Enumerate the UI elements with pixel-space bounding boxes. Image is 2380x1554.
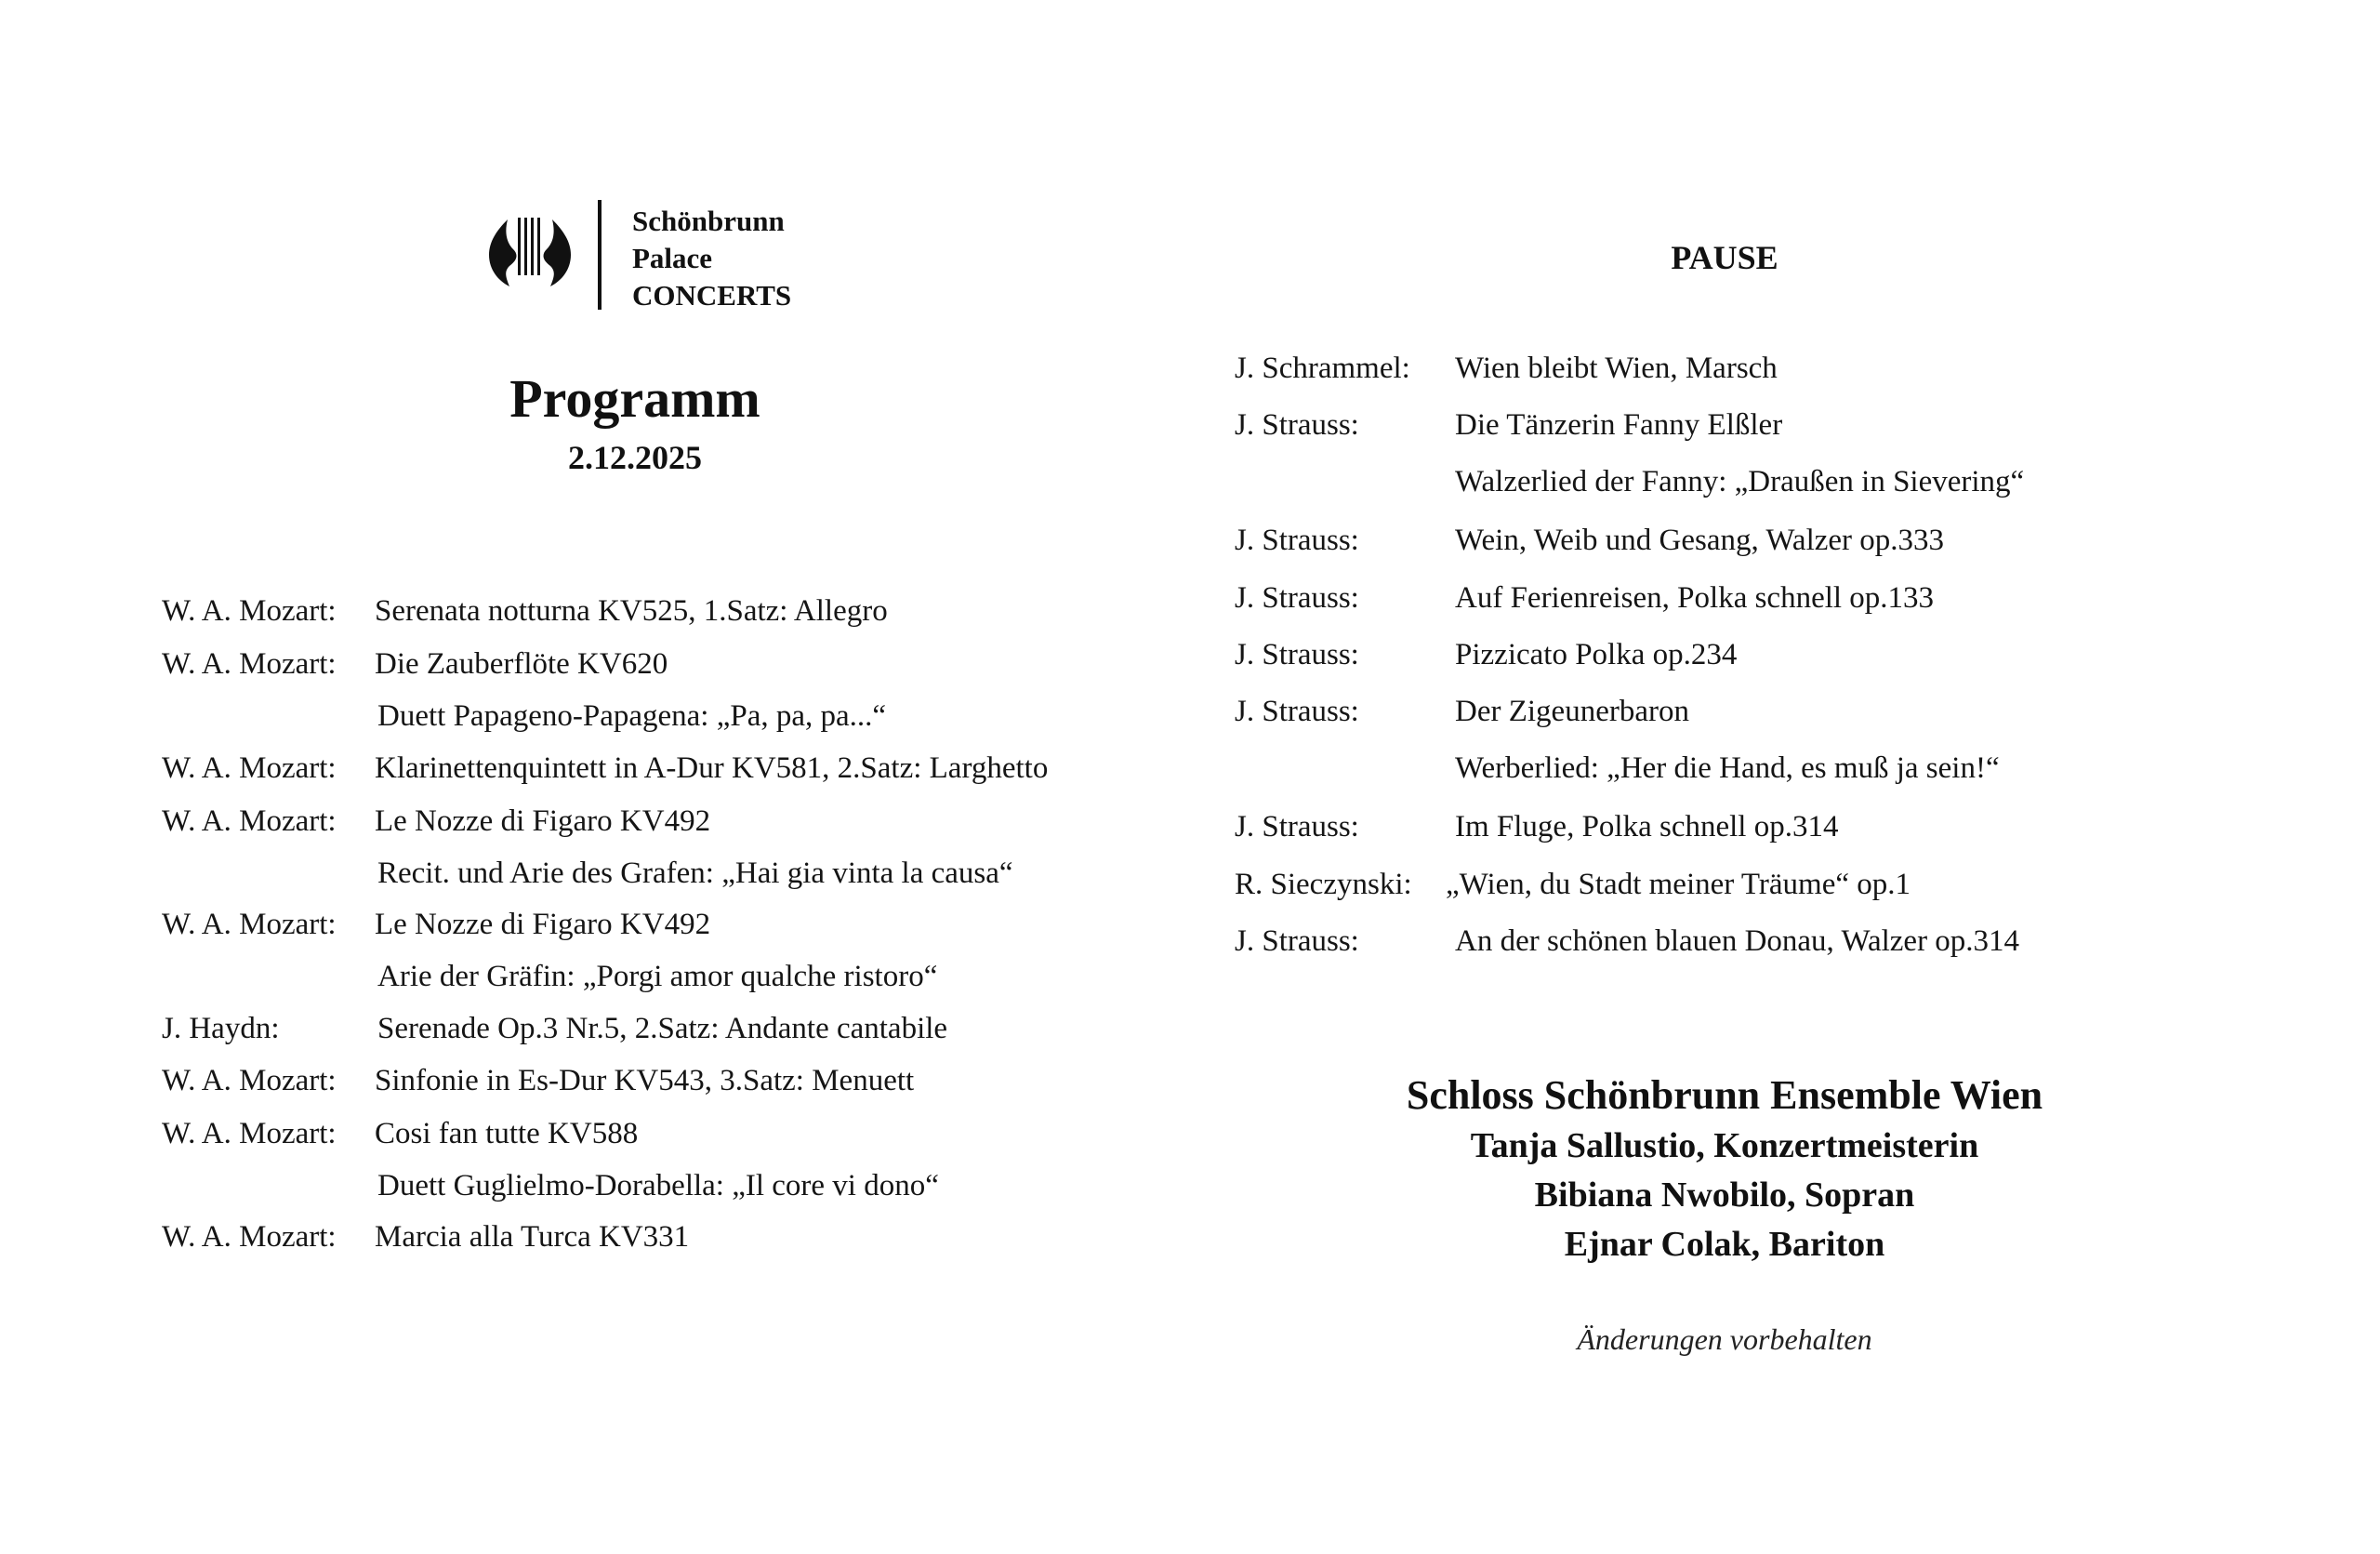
work-title: Wien bleibt Wien, Marsch xyxy=(1455,352,1778,385)
work-title: Recit. und Arie des Grafen: „Hai gia vinta la causa“ xyxy=(377,857,1013,890)
logo-divider xyxy=(598,200,602,310)
composer: W. A. Mozart: xyxy=(162,647,337,681)
work-title: Der Zigeunerbaron xyxy=(1455,695,1689,728)
composer: W. A. Mozart: xyxy=(162,804,337,838)
work-title: Wein, Weib und Gesang, Walzer op.333 xyxy=(1455,524,1945,557)
ensemble-member: Ejnar Colak, Bariton xyxy=(1564,1225,1885,1264)
work-title: An der schönen blauen Donau, Walzer op.314 xyxy=(1455,924,2020,958)
composer: W. A. Mozart: xyxy=(162,1064,337,1097)
ensemble-name: Schloss Schönbrunn Ensemble Wien xyxy=(1406,1072,2043,1118)
work-title: Auf Ferienreisen, Polka schnell op.133 xyxy=(1455,581,1935,615)
composer: W. A. Mozart: xyxy=(162,594,337,628)
logo-line-3: CONCERTS xyxy=(632,279,792,312)
work-title: Klarinettenquintett in A-Dur KV581, 2.Satz: Larghetto xyxy=(375,751,1049,785)
work-title: Serenade Op.3 Nr.5, 2.Satz: Andante cantabile xyxy=(377,1012,948,1045)
composer: J. Strauss: xyxy=(1235,581,1359,615)
ensemble-credits xyxy=(1260,1069,2189,1269)
composer: W. A. Mozart: xyxy=(162,908,337,941)
pause-heading: PAUSE xyxy=(1671,239,1778,276)
composer: J. Strauss: xyxy=(1235,524,1359,557)
composer: J. Strauss: xyxy=(1235,810,1359,843)
work-title: Le Nozze di Figaro KV492 xyxy=(375,908,711,941)
work-title: Werberlied: „Her die Hand, es muß ja sein!“ xyxy=(1455,751,2000,785)
work-title: Walzerlied der Fanny: „Draußen in Sievering“ xyxy=(1455,465,2025,498)
work-title: Marcia alla Turca KV331 xyxy=(375,1220,690,1254)
composer: J. Strauss: xyxy=(1235,638,1359,671)
work-title: Duett Papageno-Papagena: „Pa, pa, pa...“ xyxy=(377,699,887,733)
work-title: Die Tänzerin Fanny Elßler xyxy=(1455,408,1783,442)
composer: J. Strauss: xyxy=(1235,695,1359,728)
work-title: Die Zauberflöte KV620 xyxy=(375,647,668,681)
work-title: Cosi fan tutte KV588 xyxy=(375,1117,639,1150)
concert-date: 2.12.2025 xyxy=(568,439,702,476)
composer: W. A. Mozart: xyxy=(162,751,337,785)
composer: J. Haydn: xyxy=(162,1012,280,1045)
composer: J. Schrammel: xyxy=(1235,352,1410,385)
composer: W. A. Mozart: xyxy=(162,1220,337,1254)
logo xyxy=(483,197,837,314)
composer: W. A. Mozart: xyxy=(162,1117,337,1150)
changes-reserved-note: Änderungen vorbehalten xyxy=(1577,1322,1872,1356)
logo-line-1: Schönbrunn xyxy=(632,205,785,237)
work-title: „Wien, du Stadt meiner Träume“ op.1 xyxy=(1446,868,1911,901)
schoenbrunn-concerts-logo-icon xyxy=(487,218,573,288)
ensemble-member: Tanja Sallustio, Konzertmeisterin xyxy=(1470,1126,1979,1165)
work-title: Duett Guglielmo-Dorabella: „Il core vi dono“ xyxy=(377,1169,939,1202)
work-title: Serenata notturna KV525, 1.Satz: Allegro xyxy=(375,594,888,628)
work-title: Pizzicato Polka op.234 xyxy=(1455,638,1738,671)
composer: J. Strauss: xyxy=(1235,408,1359,442)
logo-text xyxy=(632,203,791,314)
page-title: Programm xyxy=(509,368,760,429)
logo-line-2: Palace xyxy=(632,242,713,274)
ensemble-member: Bibiana Nwobilo, Sopran xyxy=(1534,1175,1915,1215)
composer: J. Strauss: xyxy=(1235,924,1359,958)
work-title: Arie der Gräfin: „Porgi amor qualche ristoro“ xyxy=(377,960,938,993)
work-title: Im Fluge, Polka schnell op.314 xyxy=(1455,810,1839,843)
composer: R. Sieczynski: xyxy=(1235,868,1412,901)
work-title: Le Nozze di Figaro KV492 xyxy=(375,804,711,838)
work-title: Sinfonie in Es-Dur KV543, 3.Satz: Menuett xyxy=(375,1064,915,1097)
